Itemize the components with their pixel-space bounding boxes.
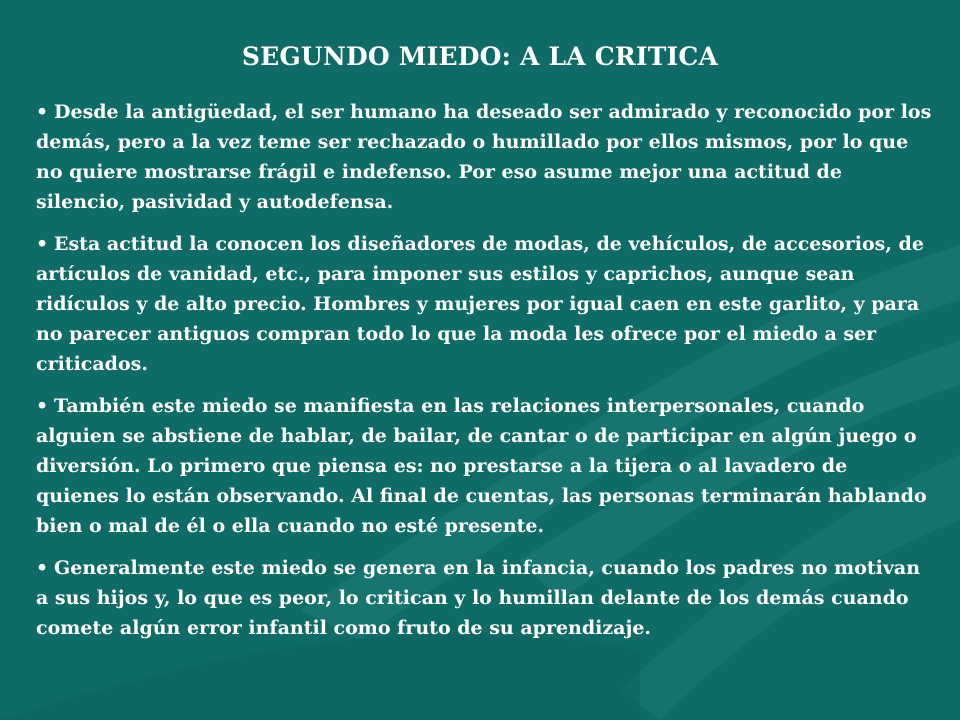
bullet-dot-icon: • <box>36 101 49 123</box>
bullet-4-text: Generalmente este miedo se genera en la infancia, cuando los padres no motivan a sus hijos y, lo que es peor, lo critican y lo humillan delante de los demás cuando comete algún error infantil como fruto de su aprendizaje. <box>36 557 921 639</box>
bullet-1 <box>36 97 936 217</box>
bullet-4 <box>36 553 936 643</box>
slide-title: SEGUNDO MIEDO: A LA CRITICA <box>241 42 719 71</box>
bullet-2 <box>36 229 936 379</box>
bullet-3-text: También este miedo se manifiesta en las relaciones interpersonales, cuando alguien se abstiene de hablar, de bailar, de cantar o de participar en algún juego o diversión. Lo primero que piensa es: no prestarse a la tijera o al lavadero de quienes lo están observando. Al final de cuentas, las personas terminarán hablando bien o mal de él o ella cuando no esté presente. <box>36 395 927 537</box>
bullet-1-text: Desde la antigüedad, el ser humano ha deseado ser admirado y reconocido por los demás, pero a la vez teme ser rechazado o humillado por ellos mismos, por lo que no quiere mostrarse frágil e indefenso. Por eso asume mejor una actitud de silencio, pasividad y autodefensa. <box>36 101 932 213</box>
bullet-dot-icon: • <box>36 557 49 579</box>
bullet-dot-icon: • <box>36 233 49 255</box>
bullet-3 <box>36 391 936 541</box>
bullet-2-text: Esta actitud la conocen los diseñadores de modas, de vehículos, de accesorios, de artículos de vanidad, etc., para imponer sus estilos y caprichos, aunque sean ridículos y de alto precio. Hombres y mujeres por igual caen en este garlito, y para no parecer antiguos compran todo lo que la moda les ofrece por el miedo a ser criticados. <box>36 233 924 375</box>
bullet-dot-icon: • <box>36 395 49 417</box>
bullet-list <box>36 97 936 655</box>
